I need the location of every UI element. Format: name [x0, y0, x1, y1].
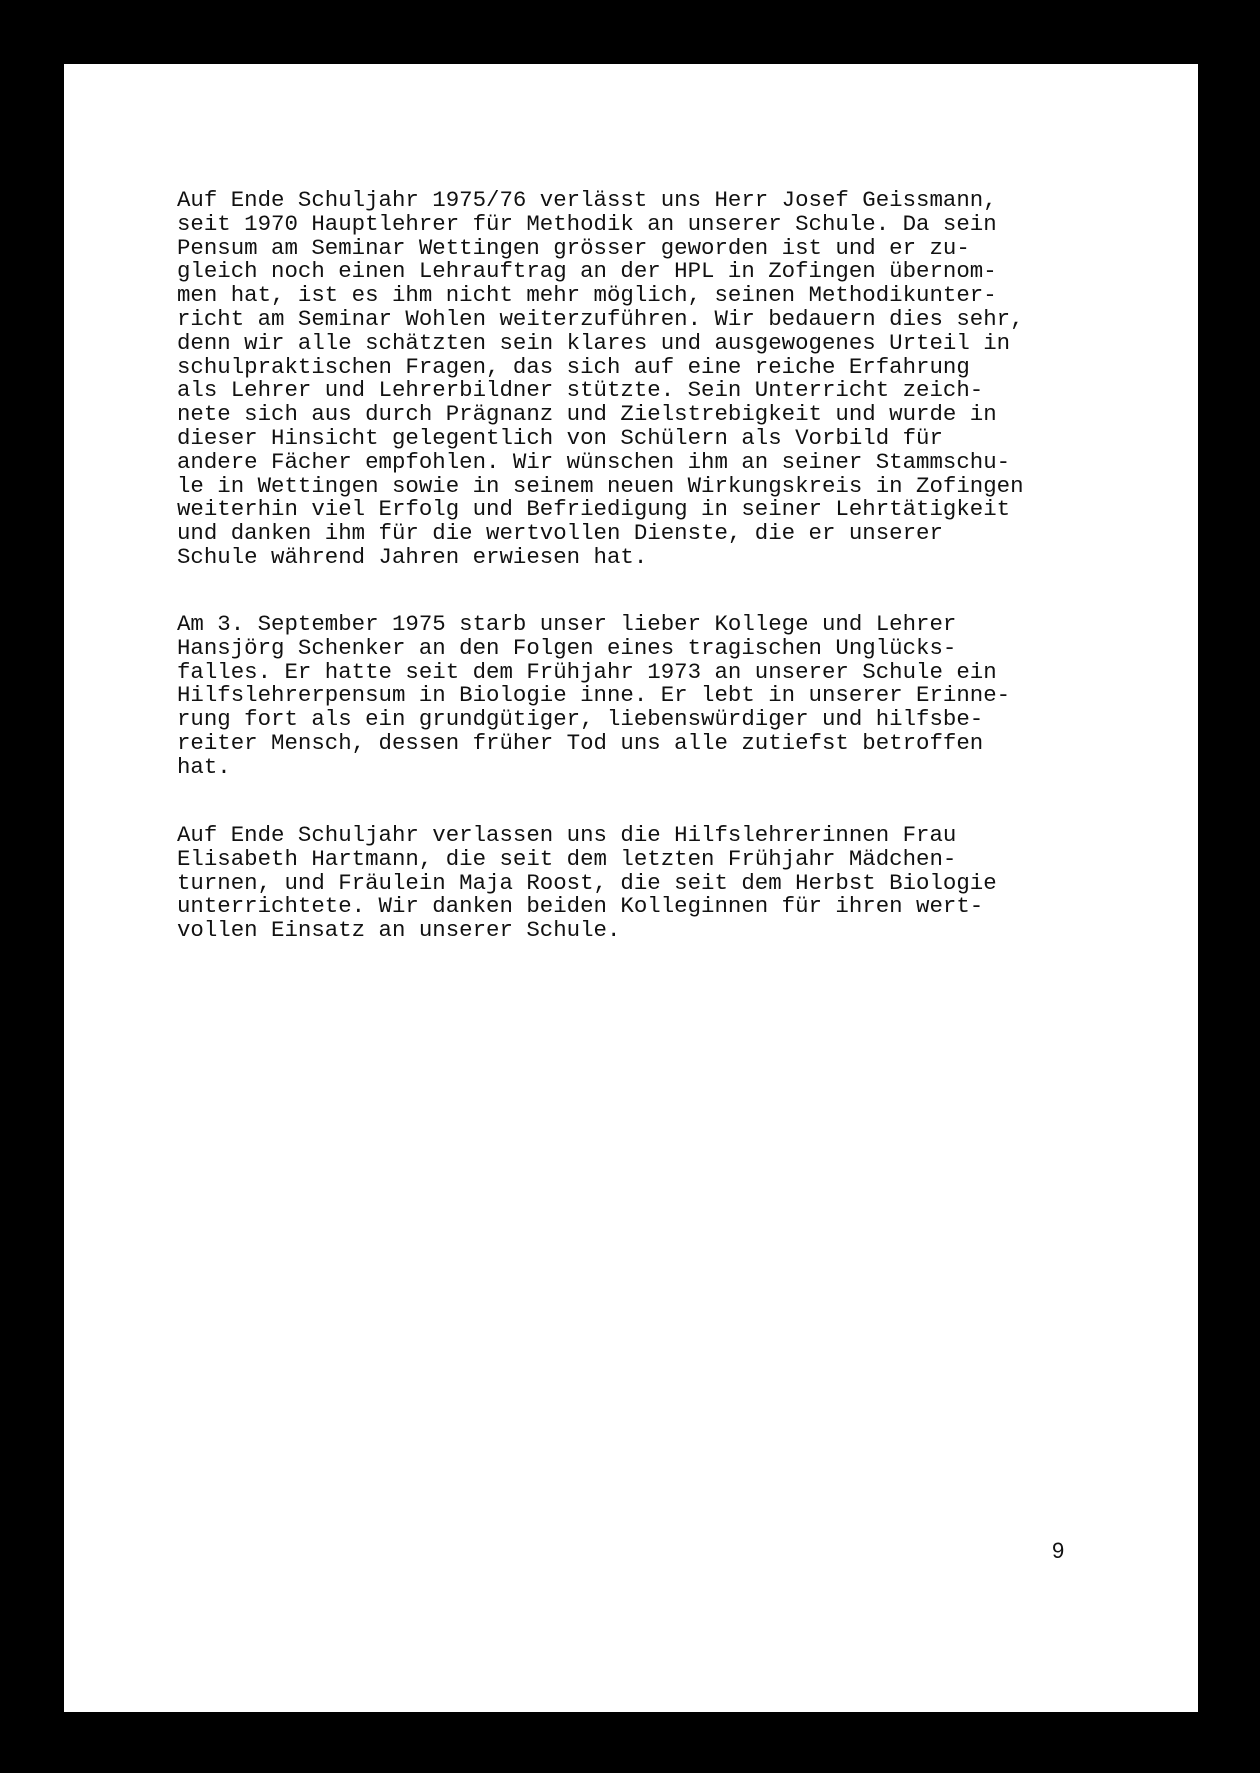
text-line: als Lehrer und Lehrerbildner stützte. Sein Unterricht zeich-: [177, 377, 984, 404]
text-line: nete sich aus durch Prägnanz und Zielstrebigkeit und wurde in: [177, 401, 997, 428]
page-number: 9: [1052, 1538, 1065, 1563]
text-line: turnen, und Fräulein Maja Roost, die seit dem Herbst Biologie: [177, 869, 997, 896]
paragraph-schenker: [177, 613, 1137, 780]
text-line: weiterhin viel Erfolg und Befriedigung in seiner Lehrtätigkeit: [177, 496, 1011, 523]
text-line: Pensum am Seminar Wettingen grösser geworden ist und er zu-: [177, 234, 970, 261]
paragraph-geissmann: [177, 189, 1137, 570]
text-line: rung fort als ein grundgütiger, liebenswürdiger und hilfsbe-: [177, 706, 984, 733]
document-page: [64, 64, 1198, 1712]
text-line: richt am Seminar Wohlen weiterzuführen. Wir bedauern dies sehr,: [177, 305, 1024, 332]
text-line: Elisabeth Hartmann, die seit dem letzten Frühjahr Mädchen-: [177, 845, 957, 872]
text-line: Auf Ende Schuljahr 1975/76 verlässt uns Herr Josef Geissmann,: [177, 187, 997, 213]
text-line: reiter Mensch, dessen früher Tod uns alle zutiefst betroffen: [177, 729, 984, 756]
text-line: men hat, ist es ihm nicht mehr möglich, seinen Methodikunter-: [177, 282, 997, 309]
text-line: le in Wettingen sowie in seinem neuen Wirkungskreis in Zofingen: [177, 472, 1024, 499]
text-line: schulpraktischen Fragen, das sich auf eine reiche Erfahrung: [177, 353, 970, 380]
text-line: Hilfslehrerpensum in Biologie inne. Er lebt in unserer Erinne-: [177, 682, 1011, 709]
text-line: unterrichtete. Wir danken beiden Kolleginnen für ihren wert-: [177, 893, 984, 920]
text-line: falles. Er hatte seit dem Frühjahr 1973 an unserer Schule ein: [177, 658, 997, 685]
text-line: dieser Hinsicht gelegentlich von Schülern als Vorbild für: [177, 424, 943, 451]
text-line: Am 3. September 1975 starb unser lieber Kollege und Lehrer: [177, 611, 957, 637]
text-line: denn wir alle schätzten sein klares und ausgewogenes Urteil in: [177, 329, 1011, 356]
text-line: hat.: [177, 753, 231, 780]
text-line: Hansjörg Schenker an den Folgen eines tragischen Unglücks-: [177, 634, 957, 661]
text-line: andere Fächer empfohlen. Wir wünschen ihm an seiner Stammschu-: [177, 448, 1011, 475]
paragraph-hilfslehrerinnen: [177, 824, 1137, 943]
text-line: Schule während Jahren erwiesen hat.: [177, 543, 648, 570]
text-line: Auf Ende Schuljahr verlassen uns die Hilfslehrerinnen Frau: [177, 822, 957, 848]
text-line: seit 1970 Hauptlehrer für Methodik an unserer Schule. Da sein: [177, 210, 997, 237]
text-line: gleich noch einen Lehrauftrag an der HPL in Zofingen übernom-: [177, 258, 997, 285]
text-line: und danken ihm für die wertvollen Dienste, die er unserer: [177, 520, 943, 547]
text-line: vollen Einsatz an unserer Schule.: [177, 917, 621, 944]
